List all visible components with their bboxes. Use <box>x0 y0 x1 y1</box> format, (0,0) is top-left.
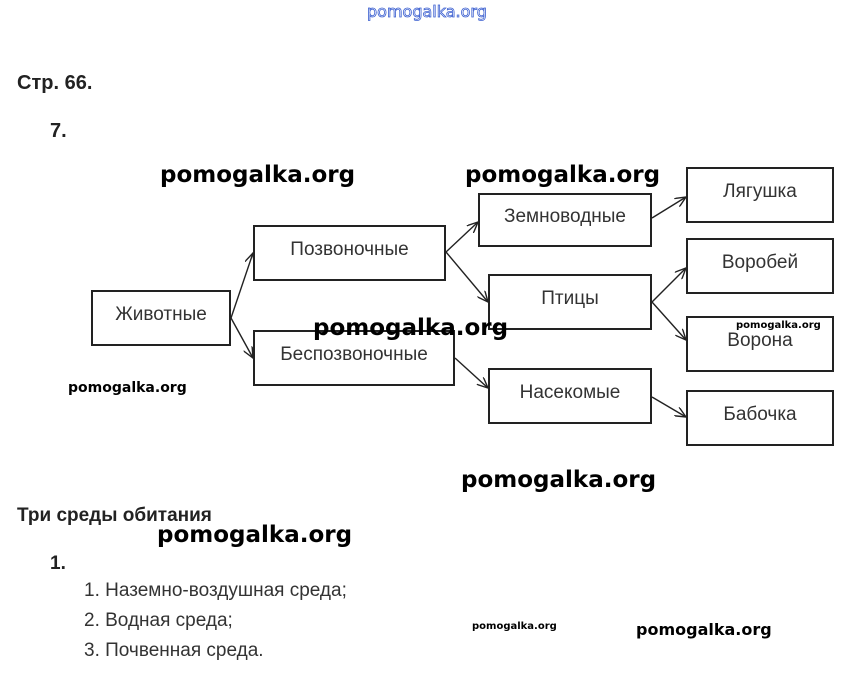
page-label: Стр. 66. <box>17 72 93 94</box>
arrow-amphibians-frog <box>652 197 686 218</box>
section-title: Три среды обитания <box>17 505 212 526</box>
node-birds-label: Птицы <box>541 288 599 309</box>
watermark: pomogalka.org <box>472 621 557 632</box>
node-amphibians <box>478 193 652 247</box>
node-frog <box>686 167 834 223</box>
arrow-vertebrates-birds <box>446 252 488 302</box>
arrow-insects-butterfly <box>652 397 686 417</box>
watermark-top: pomogalka.org <box>367 2 487 21</box>
watermark: pomogalka.org <box>736 320 821 331</box>
list-item: 2. Водная среда; <box>84 610 233 631</box>
arrow-root-invertebrates <box>231 318 253 358</box>
node-vertebrates <box>253 225 446 281</box>
arrow-invertebrates-insects <box>455 358 488 388</box>
node-sparrow-label: Воробей <box>721 252 799 273</box>
node-birds <box>488 274 652 330</box>
node-butterfly <box>686 390 834 446</box>
watermark: pomogalka.org <box>157 522 353 548</box>
section-number: 1. <box>50 553 66 574</box>
node-sparrow <box>686 238 834 294</box>
node-frog-label: Лягушка <box>723 181 797 202</box>
task-number: 7. <box>50 120 67 142</box>
node-insects <box>488 368 652 424</box>
node-vertebrates-label: Позвоночные <box>290 239 409 260</box>
watermark: pomogalka.org <box>160 162 356 188</box>
watermark: pomogalka.org <box>68 380 187 396</box>
node-animals <box>91 290 231 346</box>
arrow-vertebrates-amphibians <box>446 222 478 252</box>
arrow-birds-sparrow <box>652 268 686 302</box>
watermark: pomogalka.org <box>313 315 509 341</box>
node-insects-label: Насекомые <box>519 382 621 403</box>
node-invertebrates-label: Беспозвоночные <box>280 344 428 365</box>
node-animals-label: Животные <box>115 304 207 325</box>
watermark: pomogalka.org <box>465 162 661 188</box>
list-item: 3. Почвенная среда. <box>84 640 264 661</box>
list-item: 1. Наземно-воздушная среда; <box>84 580 347 601</box>
node-crow-label: Ворона <box>727 330 793 351</box>
node-amphibians-label: Земноводные <box>504 206 626 227</box>
watermark: pomogalka.org <box>461 467 657 493</box>
watermark: pomogalka.org <box>636 620 772 639</box>
arrow-birds-crow <box>652 302 686 340</box>
node-butterfly-label: Бабочка <box>723 404 797 425</box>
arrow-root-vertebrates <box>231 253 253 318</box>
